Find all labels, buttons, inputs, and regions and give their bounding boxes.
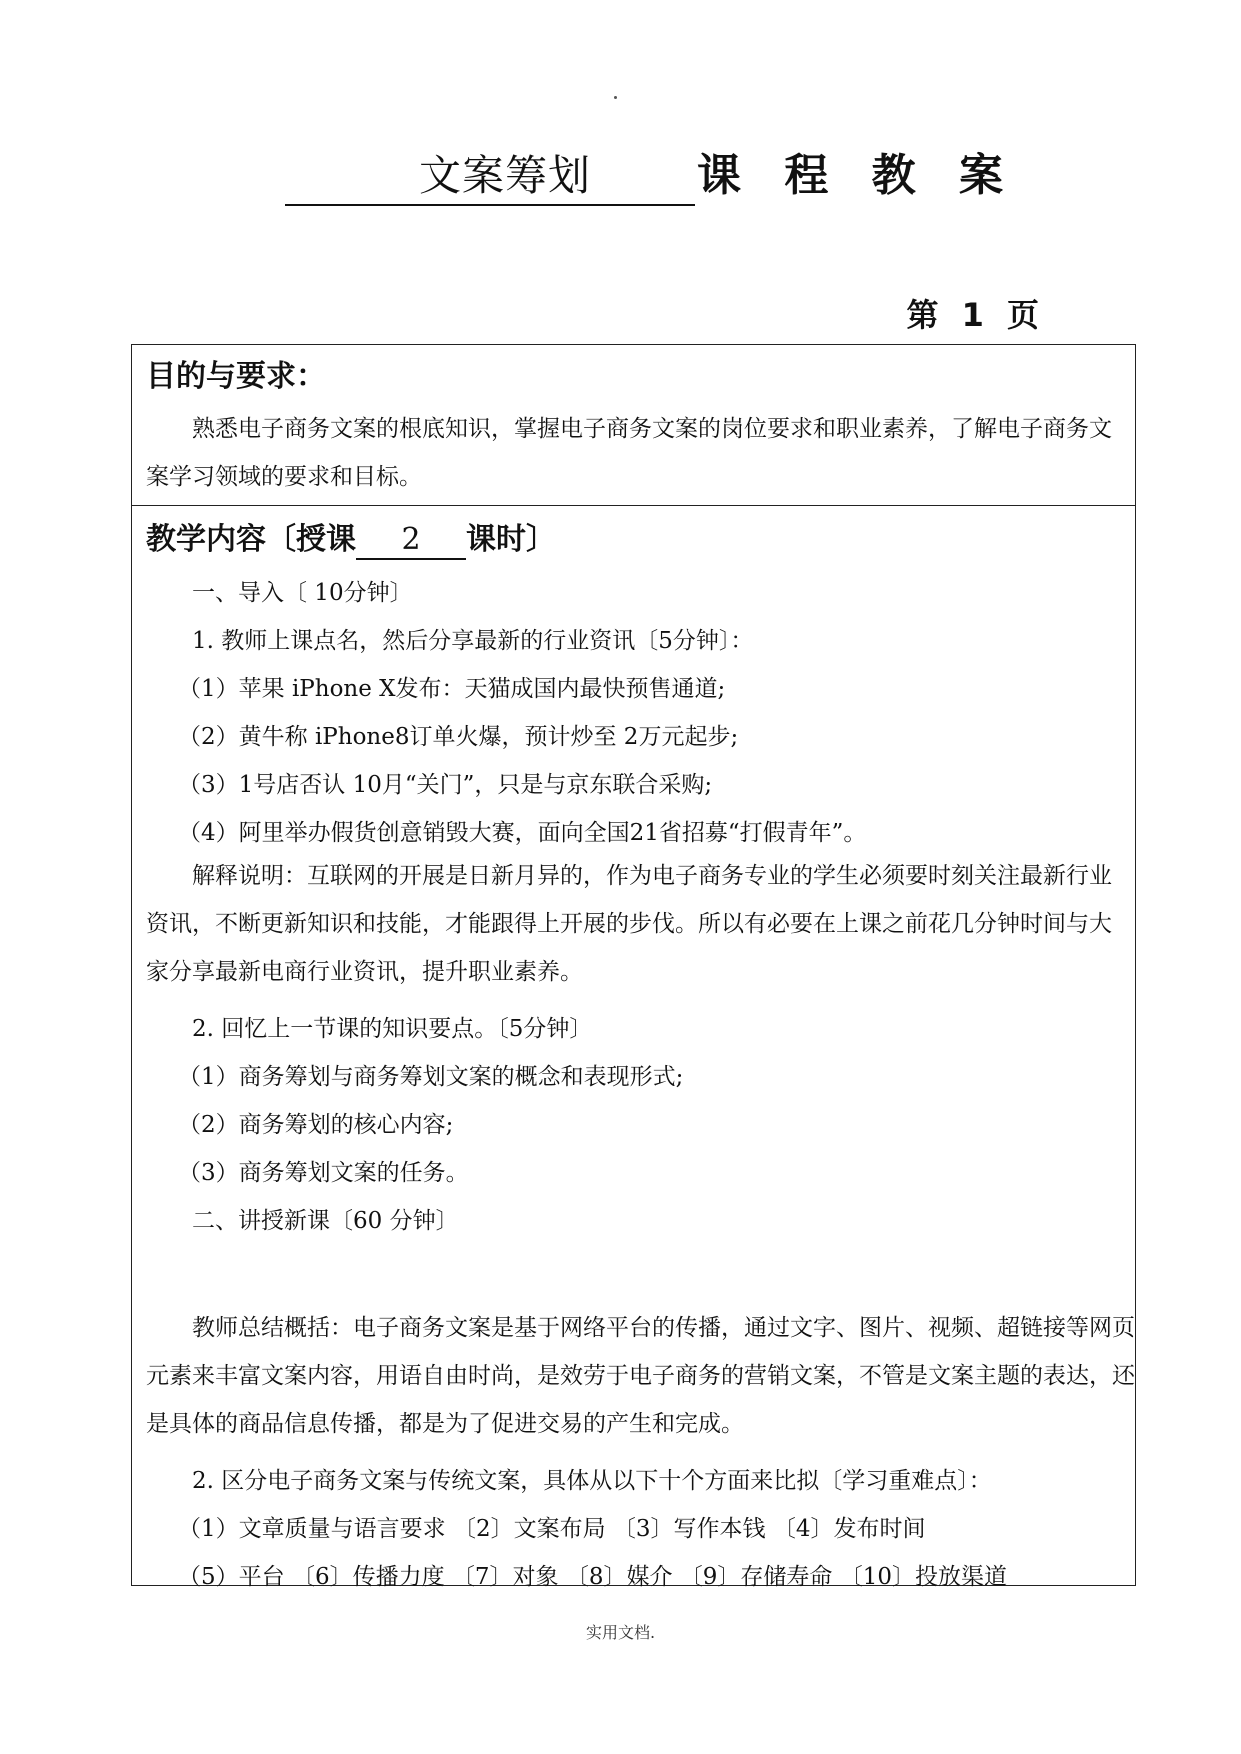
- content-line: （3）1号店否认 10月“关门”，只是与京东联合采购;: [178, 772, 713, 798]
- content-line: （4）阿里举办假货创意销毁大赛，面向全国21省招募“打假青年”。: [178, 820, 867, 846]
- content-line: 一、导入〔 10分钟〕: [192, 580, 413, 606]
- content-cell: [132, 506, 1135, 1590]
- objectives-heading: 目的与要求：: [146, 359, 326, 394]
- content-line: 2. 回忆上一节课的知识要点。〔5分钟〕: [192, 1016, 593, 1042]
- content-line: （1）商务筹划与商务筹划文案的概念和表现形式;: [178, 1064, 684, 1090]
- explanation-paragraph: 解释说明：互联网的开展是日新月异的，作为电子商务专业的学生必须要时刻关注最新行业资讯，不断更新知识和技能，才能跟得上开展的步伐。所以有必要在上课之前花几分钟时间与大家分享最新电商行业资讯，提升职业素养。: [146, 863, 1112, 985]
- content-heading: [146, 522, 556, 560]
- content-line: （2）商务筹划的核心内容;: [178, 1112, 454, 1138]
- content-line: （5）平台 〔6〕传播力度 〔7〕对象 〔8〕媒介 〔9〕存储寿命 〔10〕投放渠道: [178, 1564, 1007, 1590]
- course-name: 文案筹划: [418, 151, 591, 200]
- footer-text: 实用文档.: [585, 1623, 656, 1642]
- content-line: （3）商务筹划文案的任务。: [178, 1160, 469, 1186]
- hours-value: 2: [356, 522, 466, 560]
- page-number: 第 1 页: [906, 296, 1045, 334]
- content-line: （1）苹果 iPhone X发布：天猫成国内最快预售通道;: [178, 676, 726, 702]
- summary-paragraph: 教师总结概括：电子商务文案是基于网络平台的传播，通过文字、图片、视频、超链接等网页元素来丰富文案内容，用语自由时尚，是效劳于电子商务的营销文案，不管是文案主题的表达，还是具体的商品信息传播，都是为了促进交易的产生和完成。: [146, 1315, 1135, 1437]
- content-line: （1）文章质量与语言要求 〔2〕文案布局 〔3〕写作本钱 〔4〕发布时间: [178, 1516, 926, 1542]
- document-title: [285, 148, 1045, 210]
- top-dot: [614, 96, 617, 99]
- objectives-cell: [132, 345, 1135, 506]
- content-line: 二、讲授新课〔60 分钟〕: [192, 1208, 459, 1234]
- content-line: 1. 教师上课点名，然后分享最新的行业资讯〔5分钟〕：: [192, 628, 754, 654]
- lesson-plan-table: [131, 344, 1136, 1590]
- objectives-text: 熟悉电子商务文案的根底知识，掌握电子商务文案的岗位要求和职业素养，了解电子商务文案学习领域的要求和目标。: [146, 416, 1112, 490]
- content-heading-suffix: 课时〕: [466, 522, 556, 557]
- content-heading-prefix: 教学内容〔授课: [146, 522, 356, 557]
- content-line: 2. 区分电子商务文案与传统文案，具体从以下十个方面来比拟〔学习重难点〕：: [192, 1468, 992, 1494]
- title-suffix: 课 程 教 案: [697, 150, 1017, 201]
- content-line: （2）黄牛称 iPhone8订单火爆，预计炒至 2万元起步;: [178, 724, 739, 750]
- course-name-blank: [285, 148, 695, 206]
